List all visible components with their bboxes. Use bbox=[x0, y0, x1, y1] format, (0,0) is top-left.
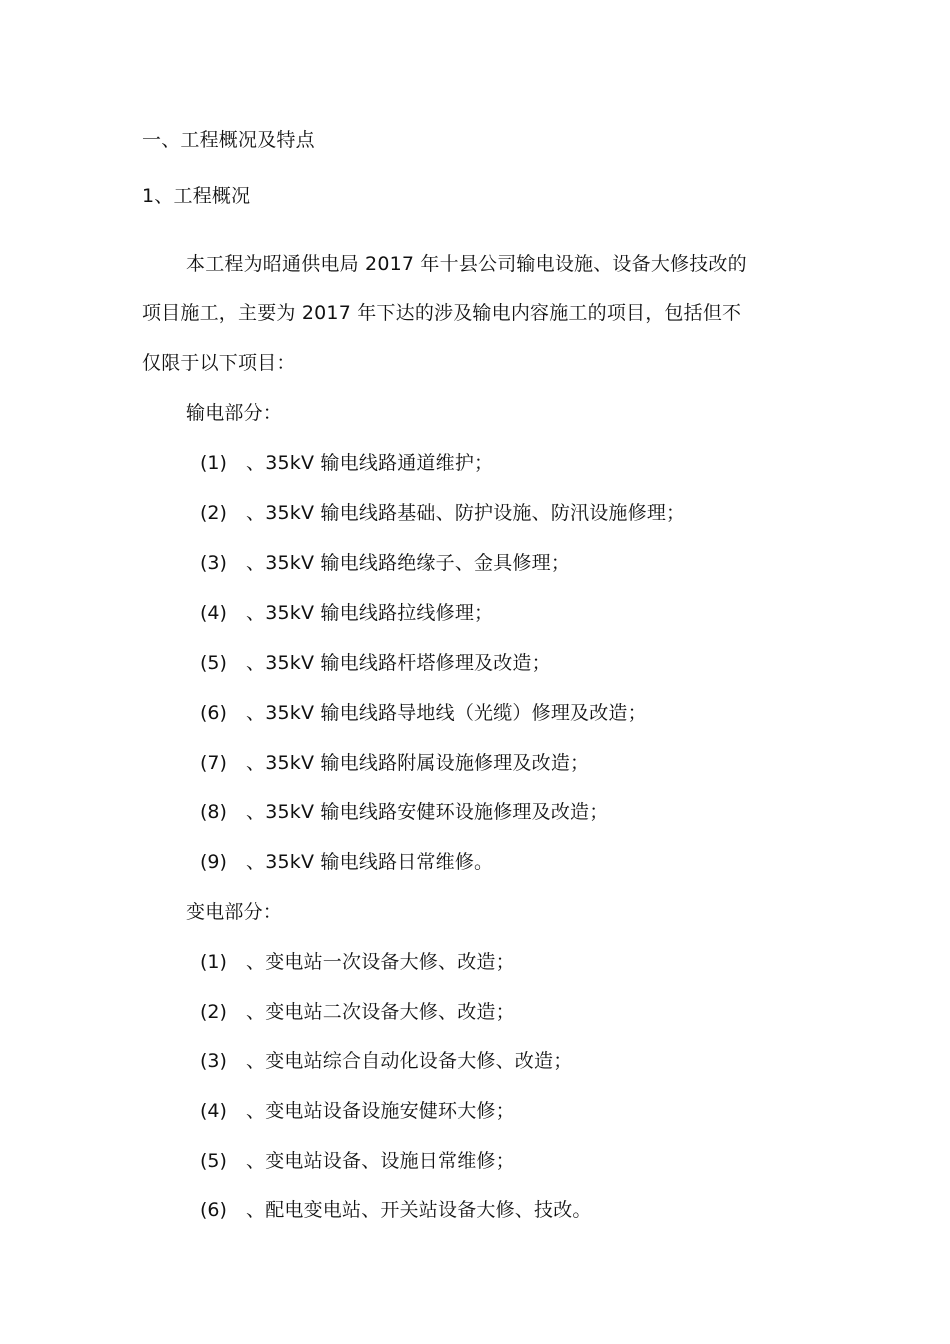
list-item-text: 、35kV 输电线路基础、防护设施、防汛设施修理； bbox=[246, 502, 686, 524]
list-item-number: (6) bbox=[200, 702, 227, 724]
list-item-text: 、35kV 输电线路附属设施修理及改造； bbox=[246, 752, 590, 774]
list-item-text: 、35kV 输电线路杆塔修理及改造； bbox=[246, 652, 551, 674]
list-item-text: 、35kV 输电线路安健环设施修理及改造； bbox=[246, 801, 609, 823]
intro-line-3: 仅限于以下项目： bbox=[142, 352, 296, 374]
list-item-number: (2) bbox=[200, 502, 227, 524]
list-item-number: (3) bbox=[200, 1050, 227, 1072]
list-item-number: (4) bbox=[200, 602, 227, 624]
list-item-number: (6) bbox=[200, 1199, 227, 1221]
substation-title: 变电部分： bbox=[186, 901, 283, 923]
list-item-text: 、变电站设备设施安健环大修； bbox=[246, 1100, 515, 1122]
section-heading: 一、工程概况及特点 bbox=[142, 129, 315, 151]
list-item-number: (7) bbox=[200, 752, 227, 774]
list-item-text: 、变电站设备、设施日常维修； bbox=[246, 1150, 515, 1172]
list-item-text: 、35kV 输电线路导地线（光缆）修理及改造； bbox=[246, 702, 647, 724]
list-item-number: (4) bbox=[200, 1100, 227, 1122]
intro-line-2: 项目施工，主要为 2017 年下达的涉及输电内容施工的项目，包括但不 bbox=[142, 302, 742, 324]
list-item-number: (3) bbox=[200, 552, 227, 574]
list-item-number: (2) bbox=[200, 1001, 227, 1023]
list-item-number: (1) bbox=[200, 452, 227, 474]
list-item-text: 、变电站综合自动化设备大修、改造； bbox=[246, 1050, 573, 1072]
list-item-text: 、变电站二次设备大修、改造； bbox=[246, 1001, 515, 1023]
list-item-text: 、35kV 输电线路拉线修理； bbox=[246, 602, 494, 624]
list-item-text: 、35kV 输电线路通道维护； bbox=[246, 452, 494, 474]
list-item-text: 、35kV 输电线路绝缘子、金具修理； bbox=[246, 552, 571, 574]
list-item-number: (8) bbox=[200, 801, 227, 823]
list-item-number: (5) bbox=[200, 652, 227, 674]
list-item-number: (1) bbox=[200, 951, 227, 973]
list-item-number: (5) bbox=[200, 1150, 227, 1172]
list-item-number: (9) bbox=[200, 851, 227, 873]
list-item-text: 、配电变电站、开关站设备大修、技改。 bbox=[246, 1199, 592, 1221]
transmission-title: 输电部分： bbox=[186, 402, 283, 424]
list-item-text: 、变电站一次设备大修、改造； bbox=[246, 951, 515, 973]
intro-line-1: 本工程为昭通供电局 2017 年十县公司输电设施、设备大修技改的 bbox=[186, 253, 747, 275]
subsection-heading: 1、工程概况 bbox=[142, 185, 251, 207]
list-item-text: 、35kV 输电线路日常维修。 bbox=[246, 851, 494, 873]
